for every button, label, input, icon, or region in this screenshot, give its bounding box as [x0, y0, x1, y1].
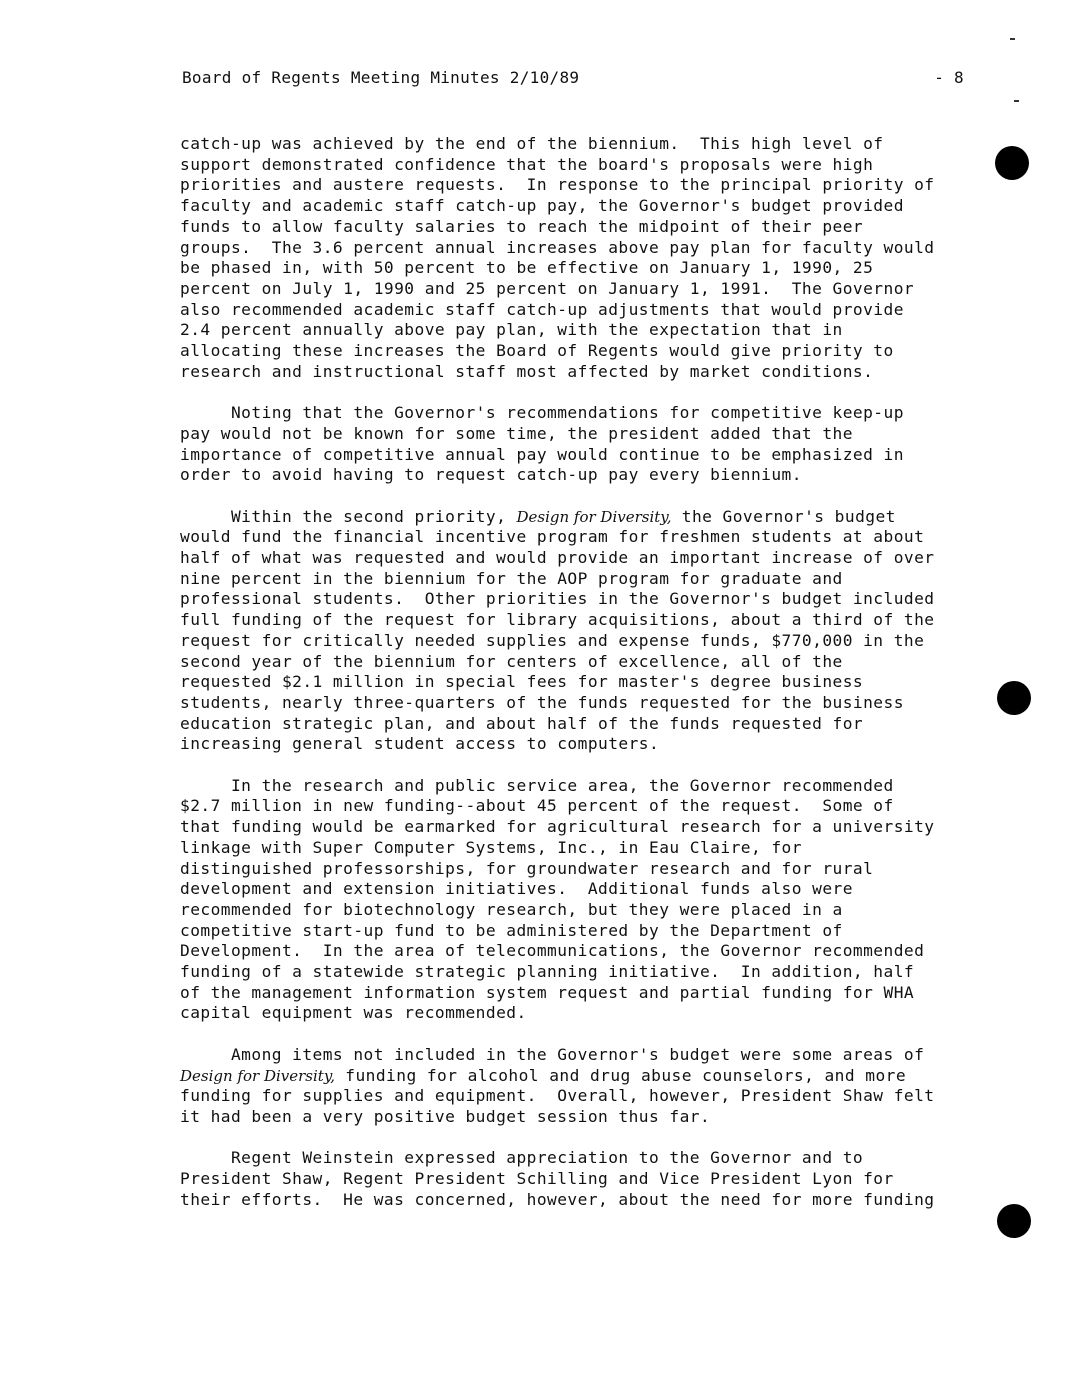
header-title: Board of Regents Meeting Minutes 2/10/89	[182, 68, 580, 87]
paragraph-3	[180, 507, 970, 755]
page-number: - 8	[934, 68, 964, 87]
program-title-italic: Design for Diversity,	[516, 507, 672, 526]
paragraph-3-lead: Within the second priority,	[180, 506, 517, 526]
document-body	[180, 134, 970, 1231]
paragraph-1: catch-up was achieved by the end of the biennium. This high level of support demonstrated confidence that the board's proposals were high priorities and austere requests. In response to the principal priority of faculty and academic staff catch-up pay, the Governor's budget provided funds to allow faculty salaries to reach the midpoint of their peer groups. The 3.6 percent annual increases above pay plan for faculty would be phased in, with 50 percent to be effective on January 1, 1990, 25 percent on July 1, 1990 and 25 percent on January 1, 1991. The Governor also recommended academic staff catch-up adjustments that would provide 2.4 percent annually above pay plan, with the expectation that in allocating these increases the Board of Regents would give priority to research and instructional staff most affected by market conditions.	[180, 134, 935, 381]
punch-hole-top	[995, 146, 1029, 180]
paragraph-3-rest: the Governor's budget would fund the financial incentive program for freshmen students at about half of what was requested and would provide an important increase of over nine percent in the biennium for the AOP program for graduate and professional students. Other priorities in the Governor's budget included full funding of the request for library acquisitions, about a third of the request for critically needed supplies and expense funds, $770,000 in the second year of the biennium for centers of excellence, all of the requested $2.1 million in special fees for master's degree business students, nearly three-quarters of the funds requested for the business education strategic plan, and about half of the funds requested for increasing general student access to computers.	[180, 506, 935, 754]
paragraph-5-lead: Among items not included in the Governor's budget were some areas of	[230, 1044, 925, 1064]
punch-hole-bottom	[997, 1204, 1031, 1238]
program-title-italic: Design for Diversity,	[180, 1066, 336, 1085]
paragraph-5-rest: funding for alcohol and drug abuse counselors, and more funding for supplies and equipment. Overall, however, President Shaw felt it had been a very positive budget session thus far.	[180, 1065, 935, 1126]
paragraph-6: Regent Weinstein expressed appreciation to the Governor and to President Shaw, Regent President Schilling and Vice President Lyon for their efforts. He was concerned, however, about the need for more funding	[180, 1148, 935, 1209]
scan-speck	[1014, 100, 1019, 102]
paragraph-5	[180, 1045, 970, 1128]
punch-hole-middle	[997, 681, 1031, 715]
paragraph-2: Noting that the Governor's recommendations for competitive keep-up pay would not be known for some time, the president added that the importance of competitive annual pay would continue to be emphasized in order to avoid having to request catch-up pay every biennium.	[180, 403, 904, 485]
scan-speck	[1010, 38, 1015, 40]
paragraph-4: In the research and public service area, the Governor recommended $2.7 million in new funding--about 45 percent of the request. Some of that funding would be earmarked for agricultural research for a university linkage with Super Computer Systems, Inc., in Eau Claire, for distinguished professorships, for groundwater research and for rural development and extension initiatives. Additional funds also were recommended for biotechnology research, but they were placed in a competitive start-up fund to be administered by the Department of Development. In the area of telecommunications, the Governor recommended funding of a statewide strategic planning initiative. In addition, half of the management information system request and partial funding for WHA capital equipment was recommended.	[180, 775, 935, 1023]
